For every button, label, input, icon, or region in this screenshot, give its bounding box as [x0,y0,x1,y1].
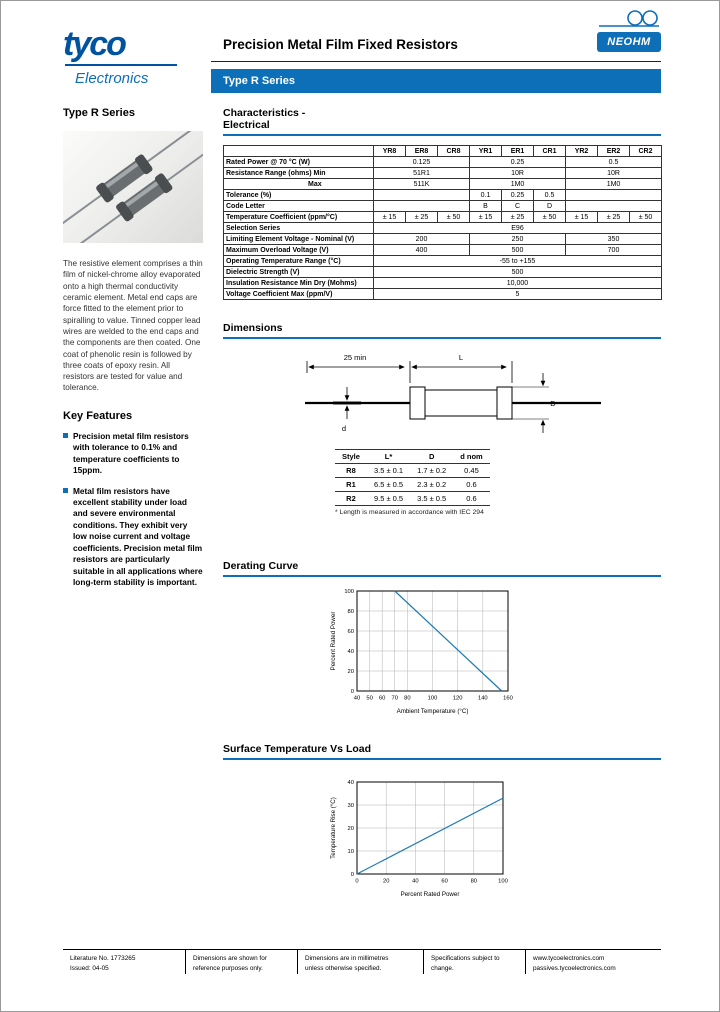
key-features-title: Key Features [63,409,133,422]
table-cell: 2.3 ± 0.2 [410,478,453,492]
surface-temperature-heading: Surface Temperature Vs Load [223,743,372,756]
table-cell: -55 to +155 [374,256,662,267]
table-cell: ± 50 [438,212,470,223]
dimension-drawing [303,349,661,441]
derating-curve-plot [327,585,517,719]
table-row [224,201,662,212]
table-cell: ± 25 [502,212,534,223]
footer-line: Issued: 04-05 [70,964,109,972]
footer-line: Dimensions are shown for [193,955,267,962]
svg-text:Percent Rated Power: Percent Rated Power [400,891,460,899]
footer-line: www.tycoelectronics.com [533,955,605,962]
feature-text: Precision metal film resistors with tolerance to 0.1% and temperature coefficients to 15ppm. [73,430,189,476]
resistor-outline-drawing [303,349,603,441]
surface-temperature-plot [327,776,512,902]
table-row [335,464,490,478]
table-cell: 0.6 [453,478,490,492]
section-rule [223,575,661,577]
table-row [224,278,662,289]
svg-text:40: 40 [353,695,361,702]
footer-column [525,950,661,974]
footer-column [63,950,185,974]
body-diameter-label: D [550,399,556,409]
table-cell: 500 [374,267,662,278]
table-row [224,179,662,190]
footer-column [185,950,297,974]
page-footer [63,949,661,974]
table-row [224,245,662,256]
table-row [224,234,662,245]
feature-text: Metal film resistors have excellent stability under load and severe environmental conditions. They exhibit very low noise current and voltage coefficients. Precision metal film resistors are particularly suitable in all applications where long-term stability is important. [73,485,203,587]
table-cell: B [470,201,502,212]
surface-temperature-section [223,743,661,902]
table-row [224,289,662,300]
table-cell: R8 [335,464,367,478]
neohm-logo: NEOHM [597,32,661,52]
table-cell: 0.25 [502,190,534,201]
footer-line: unless otherwise specified. [305,964,382,972]
svg-text:70: 70 [391,695,398,702]
feature-item [63,486,203,589]
tyco-logo-text: tyco [63,25,125,63]
svg-text:10: 10 [347,849,354,856]
footer-line: Literature No. 1773265 [70,955,136,962]
main-column [223,107,661,902]
series-title-bar: Type R Series [211,69,661,93]
svg-text:0: 0 [355,878,359,885]
table-cell [374,201,470,212]
table-cell: 0.25 [470,157,566,168]
footer-line: Dimensions are in millimetres [305,955,389,962]
table-cell [566,201,662,212]
row-label: Tolerance (%) [224,190,374,201]
table-row [224,267,662,278]
neohm-circles-icon [597,9,661,31]
dimensions-heading: Dimensions [223,322,283,335]
table-cell: 1M0 [566,179,662,190]
column-header: YR8 [374,146,406,157]
footer-line: change. [431,964,454,972]
table-cell: ± 15 [470,212,502,223]
table-cell: 0.5 [566,157,662,168]
lead-length-label: 25 min [343,353,367,363]
row-label: Rated Power @ 70 °C (W) [224,157,374,168]
svg-text:80: 80 [404,695,411,702]
column-header: ER8 [406,146,438,157]
svg-text:20: 20 [347,669,354,676]
svg-text:50: 50 [366,695,373,702]
footer-line: Specifications subject to [431,955,500,962]
column-header: CR1 [534,146,566,157]
footer-column [423,950,525,974]
row-label: Max [224,179,374,190]
tyco-logo [63,27,177,87]
svg-text:40: 40 [347,780,354,787]
characteristics-section [223,107,661,300]
table-cell: 9.5 ± 0.5 [367,492,410,506]
table-cell: ± 50 [534,212,566,223]
column-header: ER1 [502,146,534,157]
characteristics-heading-line2: Electrical [223,119,270,132]
table-cell: 511K [374,179,470,190]
svg-text:0: 0 [350,689,354,696]
document-title: Precision Metal Film Fixed Resistors [223,37,458,52]
lead-diameter-label: d [341,424,347,434]
resistor-photo [63,131,203,243]
svg-text:Percent Rated Power: Percent Rated Power [330,611,337,671]
row-label: Selection Series [224,223,374,234]
table-cell: ± 25 [406,212,438,223]
column-header: CR2 [630,146,662,157]
feature-item [63,431,203,477]
table-cell: 250 [470,234,566,245]
row-label: Operating Temperature Range (°C) [224,256,374,267]
table-cell [374,190,470,201]
tyco-logo-rule [65,64,177,66]
svg-text:60: 60 [441,878,448,885]
table-cell: C [502,201,534,212]
row-label: Dielectric Strength (V) [224,267,374,278]
body-length-label: L [458,353,464,363]
footer-line: reference purposes only. [193,964,263,972]
section-rule [223,337,661,339]
column-header: L* [367,450,410,464]
table-row [224,223,662,234]
svg-text:20: 20 [382,878,390,885]
table-row [335,478,490,492]
table-cell: 1.7 ± 0.2 [410,464,453,478]
table-cell: 200 [374,234,470,245]
svg-text:100: 100 [344,589,354,596]
table-cell: 6.5 ± 0.5 [367,478,410,492]
footer-column [297,950,423,974]
footer-line: passives.tycoelectronics.com [533,964,616,972]
row-label: Insulation Resistance Min Dry (Mohms) [224,278,374,289]
table-cell: E96 [374,223,662,234]
column-header: YR1 [470,146,502,157]
svg-text:120: 120 [452,695,463,702]
dimensions-section [223,322,661,516]
section-rule [223,134,661,136]
table-cell: 10,000 [374,278,662,289]
svg-text:80: 80 [347,609,354,616]
table-cell: 400 [374,245,470,256]
table-cell: 500 [470,245,566,256]
characteristics-table [223,145,662,300]
table-cell: ± 15 [566,212,598,223]
svg-text:100: 100 [498,878,508,885]
svg-text:60: 60 [378,695,386,702]
svg-text:30: 30 [347,803,354,810]
title-divider [211,61,661,62]
column-header: D [410,450,453,464]
derating-heading: Derating Curve [223,560,299,573]
table-cell: 0.6 [453,492,490,506]
table-cell: ± 25 [598,212,630,223]
table-cell: 700 [566,245,662,256]
svg-text:40: 40 [347,649,354,656]
characteristics-heading-line1: Characteristics - [223,107,306,119]
svg-text:80: 80 [470,878,478,885]
table-row [224,168,662,179]
table-cell: R1 [335,478,367,492]
svg-text:100: 100 [427,695,438,702]
table-cell: 1M0 [470,179,566,190]
table-row [224,256,662,267]
table-row [224,212,662,223]
table-cell: 350 [566,234,662,245]
column-header: ER2 [598,146,630,157]
table-cell: D [534,201,566,212]
bullet-square-icon [63,488,68,493]
left-section-title: Type R Series [63,107,135,119]
row-label: Temperature Coefficient (ppm/°C) [224,212,374,223]
svg-text:140: 140 [477,695,488,702]
table-cell: 5 [374,289,662,300]
svg-text:60: 60 [347,629,354,636]
surface-temperature-chart [327,776,661,902]
row-label: Code Letter [224,201,374,212]
table-cell: 0.125 [374,157,470,168]
svg-text:20: 20 [347,826,354,833]
column-header: YR2 [566,146,598,157]
bullet-square-icon [63,433,68,438]
svg-text:Ambient Temperature (°C): Ambient Temperature (°C) [396,708,469,716]
svg-text:0: 0 [350,872,354,879]
table-cell: R2 [335,492,367,506]
table-cell: 10R [566,168,662,179]
table-cell: ± 15 [374,212,406,223]
table-cell: 51R1 [374,168,470,179]
column-header: CR8 [438,146,470,157]
svg-text:40: 40 [412,878,419,885]
derating-section [223,560,661,719]
dimensions-footnote: * Length is measured in accordance with IEC 294 [335,509,484,517]
product-description: The resistive element comprises a thin film of nickel-chrome alloy evaporated onto a high thermal conductivity ceramic element. Metal end caps are force fitted to the element prior to spiralling to value. Tinned copper lead wires are welded to the end caps and the components are then coated. One coat of phenolic resin is followed by three coats of epoxy resin. All resistors are tested for value and tolerance. [63,259,203,393]
table-cell: 3.5 ± 0.5 [410,492,453,506]
row-label: Limiting Element Voltage - Nominal (V) [224,234,374,245]
left-column [63,107,203,597]
table-cell: 0.5 [534,190,566,201]
column-header: Style [335,450,367,464]
table-cell: 0.45 [453,464,490,478]
column-header: d nom [453,450,490,464]
row-label: Maximum Overload Voltage (V) [224,245,374,256]
table-cell [566,190,662,201]
table-cell: 0.1 [470,190,502,201]
derating-chart [327,585,661,719]
row-label: Resistance Range (ohms) Min [224,168,374,179]
resistor-photo-image [63,131,203,243]
row-label: Voltage Coefficient Max (ppm/V) [224,289,374,300]
table-cell: 10R [470,168,566,179]
table-cell: ± 50 [630,212,662,223]
table-row [335,492,490,506]
svg-text:160: 160 [503,695,513,702]
section-rule [223,758,661,760]
table-cell: 3.5 ± 0.1 [367,464,410,478]
dimensions-table [335,449,490,506]
table-row [224,157,662,168]
tyco-logo-subtext: Electronics [75,70,149,87]
table-row [224,190,662,201]
svg-text:Temperature Rise (°C): Temperature Rise (°C) [330,797,337,860]
